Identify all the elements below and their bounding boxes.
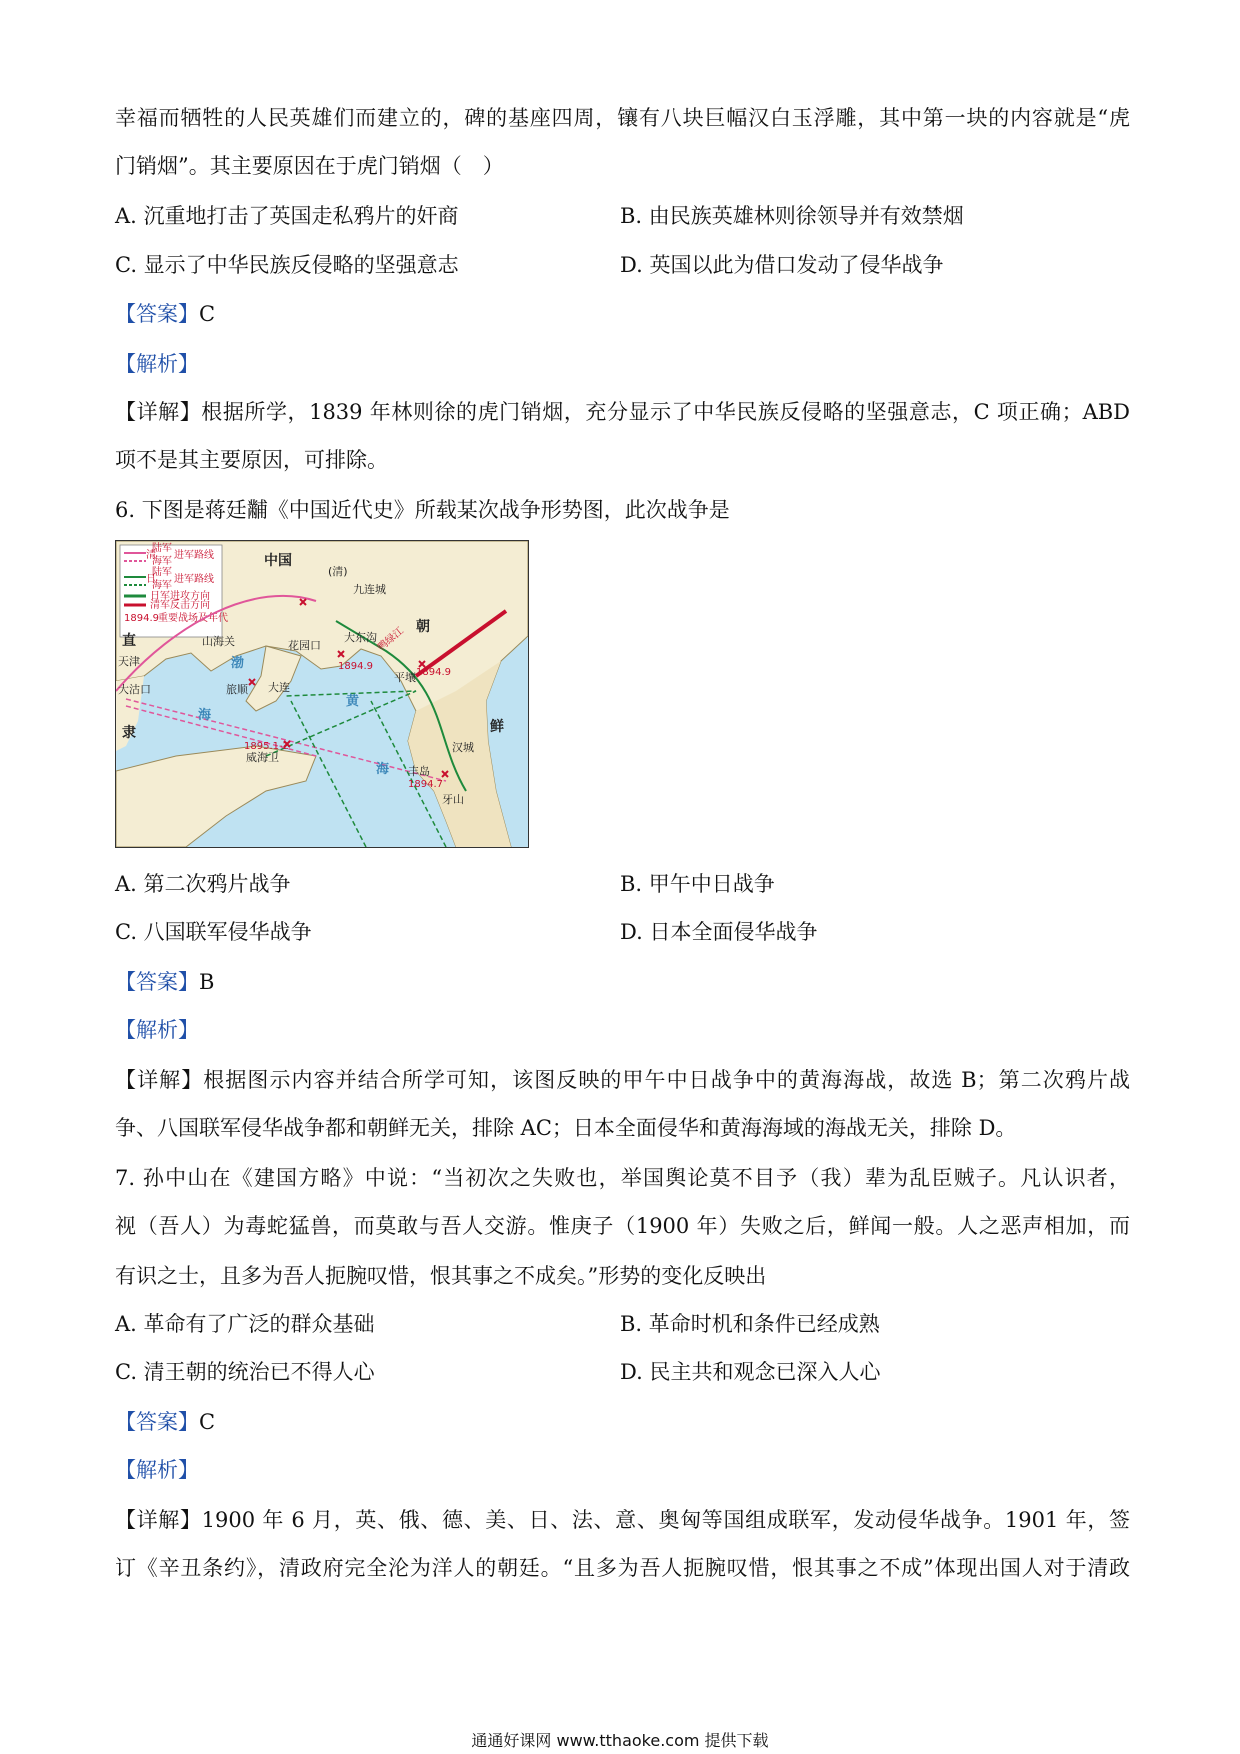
q5-detail-line1 bbox=[115, 398, 1130, 426]
q6-option-b: B. 甲午中日战争 bbox=[620, 872, 775, 896]
answer-tag: 【答案】 bbox=[115, 302, 199, 326]
label-tianjin: 天津 bbox=[118, 655, 140, 668]
sea-bo: 渤 bbox=[231, 656, 245, 671]
label-zhi: 直 bbox=[122, 633, 136, 649]
label-fengdao: 丰岛 bbox=[408, 765, 430, 778]
answer-value: B bbox=[199, 970, 215, 994]
label-huayuankou: 花园口 bbox=[288, 639, 321, 652]
answer-tag: 【答案】 bbox=[115, 970, 199, 994]
q7-option-a: A. 革命有了广泛的群众基础 bbox=[115, 1312, 375, 1336]
analysis-tag: 【解析】 bbox=[115, 352, 199, 376]
q7-stem-line1: 7. 孙中山在《建国方略》中说：“当初次之失败也，举国舆论莫不目予（我）辈为乱臣贼子。凡认识者， bbox=[115, 1166, 1130, 1190]
q7-stem-line2: 视（吾人）为毒蛇猛兽，而莫敢与吾人交游。惟庚子（1900 年）失败之后，鲜闻一般。人之恶声相加，而 bbox=[115, 1214, 1130, 1238]
label-dadonggou: 大东沟 bbox=[344, 631, 377, 644]
q6-stem: 6. 下图是蒋廷黼《中国近代史》所载某次战争形势图，此次战争是 bbox=[115, 498, 730, 522]
detail-tag: 【详解】 bbox=[115, 400, 202, 424]
detail-tag: 【详解】 bbox=[115, 1068, 204, 1092]
legend-battle: 重要战场及年代 bbox=[158, 613, 228, 624]
q7-stem-line3: 有识之士，且多为吾人扼腕叹惜，恨其事之不成矣。”形势的变化反映出 bbox=[115, 1264, 767, 1288]
label-lushun: 旅顺 bbox=[226, 683, 248, 696]
q5-option-c: C. 显示了中华民族反侵略的坚强意志 bbox=[115, 253, 459, 277]
analysis-tag: 【解析】 bbox=[115, 1018, 199, 1042]
legend-date: 1894.9 bbox=[124, 613, 159, 624]
legend-qing-counter: 清军反击方向 bbox=[150, 600, 210, 611]
sea-bo-hai: 海 bbox=[198, 708, 212, 723]
legend-japan-route: 进军路线 bbox=[174, 574, 214, 585]
detail-text: 根据所学，1839 年林则徐的虎门销烟，充分显示了中华民族反侵略的坚强意志，C 项正确；ABD bbox=[201, 400, 1131, 424]
label-yashan: 牙山 bbox=[442, 793, 464, 806]
label-qing: (清) bbox=[328, 565, 348, 578]
q6-answer bbox=[115, 968, 214, 996]
legend-japan-army: 陆军 bbox=[152, 567, 172, 578]
label-yalu-river: 鸭绿江 bbox=[375, 625, 406, 654]
legend-japan: 日 bbox=[146, 574, 156, 585]
q5-option-a: A. 沉重地打击了英国走私鸦片的奸商 bbox=[115, 204, 459, 228]
q5-option-b: B. 由民族英雄林则徐领导并有效禁烟 bbox=[620, 204, 964, 228]
label-jiuliancheng: 九连城 bbox=[353, 583, 386, 596]
answer-tag: 【答案】 bbox=[115, 1410, 199, 1434]
label-li: 隶 bbox=[122, 725, 136, 741]
sea-huang: 黄 bbox=[346, 694, 360, 709]
q5-option-d: D. 英国以此为借口发动了侵华战争 bbox=[620, 253, 944, 277]
label-xian: 鲜 bbox=[490, 719, 504, 735]
label-dagukou: 大沽口 bbox=[118, 683, 151, 696]
q6-detail-line1 bbox=[115, 1066, 1130, 1094]
q5-answer bbox=[115, 300, 215, 328]
legend-qing-navy: 海军 bbox=[152, 556, 172, 567]
q7-detail-line1 bbox=[115, 1506, 1130, 1534]
q6-option-d: D. 日本全面侵华战争 bbox=[620, 920, 818, 944]
answer-value: C bbox=[199, 1410, 216, 1434]
q7-detail-line2: 订《辛丑条约》，清政府完全沦为洋人的朝廷。“且多为吾人扼腕叹惜，恨其事之不成”体现出国人对于清政 bbox=[115, 1556, 1130, 1580]
label-weihaiwei: 威海卫 bbox=[246, 751, 279, 764]
q7-option-d: D. 民主共和观念已深入人心 bbox=[620, 1360, 881, 1384]
legend-qing-route: 进军路线 bbox=[174, 550, 214, 561]
label-chao: 朝 bbox=[416, 619, 430, 635]
label-shanhaiguan: 山海关 bbox=[202, 635, 235, 648]
legend-japan-navy: 海军 bbox=[152, 580, 172, 591]
detail-text: 根据图示内容并结合所学可知，该图反映的甲午中日战争中的黄海海战，故选 B；第二次鸦片战 bbox=[203, 1068, 1131, 1092]
date-pyongyang: 1894.9 bbox=[416, 667, 451, 678]
answer-value: C bbox=[199, 302, 216, 326]
q7-answer bbox=[115, 1408, 215, 1436]
date-fengdao: 1894.7 bbox=[408, 779, 443, 790]
date-weihaiwei: 1895.1-2 bbox=[244, 741, 289, 752]
q5-analysis bbox=[115, 350, 199, 378]
detail-tag: 【详解】 bbox=[115, 1508, 202, 1532]
label-hancheng: 汉城 bbox=[452, 741, 474, 754]
page-footer: 通通好课网 www.tthaoke.com 提供下载 bbox=[471, 1731, 769, 1750]
analysis-tag: 【解析】 bbox=[115, 1458, 199, 1482]
q6-option-c: C. 八国联军侵华战争 bbox=[115, 920, 312, 944]
label-dalian: 大连 bbox=[268, 681, 290, 694]
label-pyongyang: 平壤 bbox=[394, 671, 416, 684]
q7-option-c: C. 清王朝的统治已不得人心 bbox=[115, 1360, 375, 1384]
q5-stem-line1: 幸福而牺牲的人民英雄们而建立的，碑的基座四周，镶有八块巨幅汉白玉浮雕，其中第一块的内容就是“虎 bbox=[115, 106, 1130, 130]
date-dadonggou: 1894.9 bbox=[338, 661, 373, 672]
sea-huang-hai: 海 bbox=[376, 762, 390, 777]
legend-qing-army: 陆军 bbox=[152, 543, 172, 554]
q7-analysis bbox=[115, 1456, 199, 1484]
q7-option-b: B. 革命时机和条件已经成熟 bbox=[620, 1312, 880, 1336]
war-situation-map bbox=[115, 540, 529, 848]
detail-text: 1900 年 6 月，英、俄、德、美、日、法、意、奥匈等国组成联军，发动侵华战争。1901 年，签 bbox=[201, 1508, 1130, 1532]
q5-stem-line2: 门销烟”。其主要原因在于虎门销烟（ ） bbox=[115, 154, 504, 178]
q6-detail-line2: 争、八国联军侵华战争都和朝鲜无关，排除 AC；日本全面侵华和黄海海域的海战无关，排除 D。 bbox=[115, 1116, 1017, 1140]
q6-analysis bbox=[115, 1016, 199, 1044]
q6-option-a: A. 第二次鸦片战争 bbox=[115, 872, 291, 896]
legend-japan-attack: 日军进攻方向 bbox=[150, 591, 210, 602]
legend-qing: 清 bbox=[146, 550, 156, 561]
label-china: 中国 bbox=[264, 553, 292, 569]
q5-detail-line2: 项不是其主要原因，可排除。 bbox=[115, 448, 388, 472]
